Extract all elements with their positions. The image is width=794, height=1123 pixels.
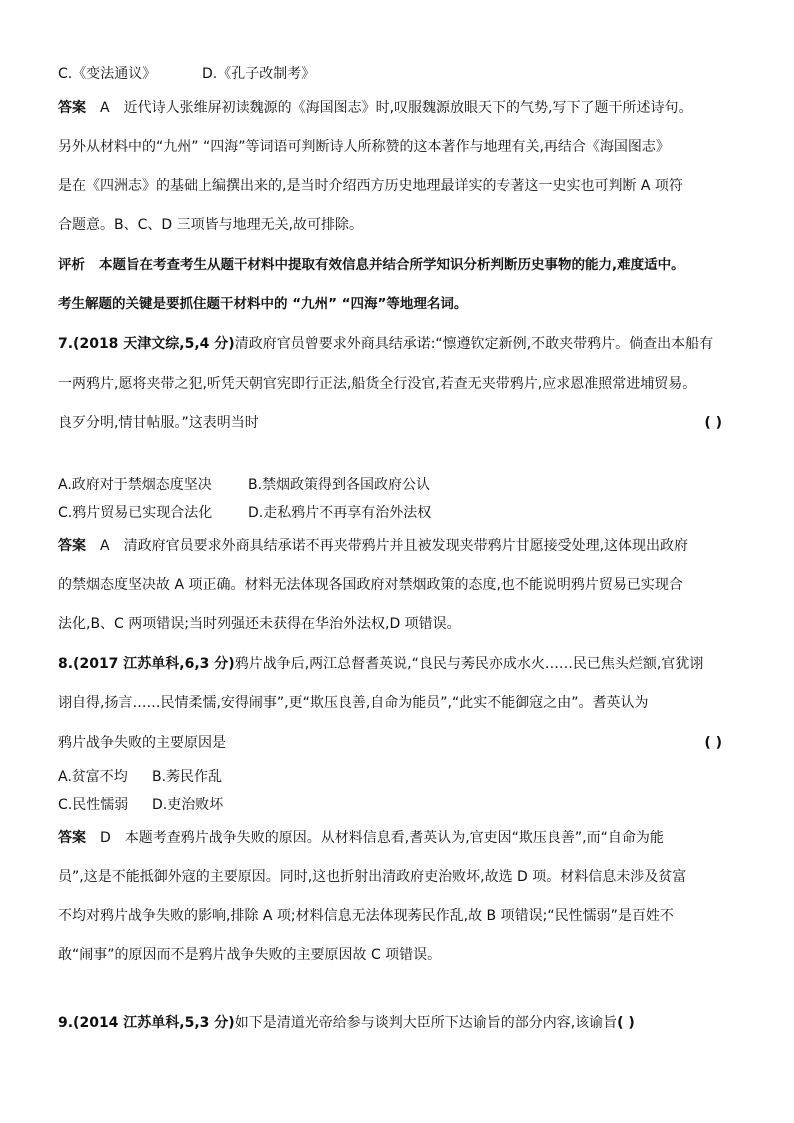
q7-option-d: D.走私鸦片不再享有治外法权	[248, 505, 432, 521]
answer-label: 答案	[58, 100, 86, 116]
q8-stem-line-3: 鸦片战争失败的主要原因是	[58, 735, 226, 751]
q7-answer-line-1	[58, 536, 688, 556]
q7-source: 7.(2018 天津文综,5,4 分)	[58, 336, 235, 352]
q8-answer-line-4: 敢“闹事”的原因而不是鸦片战争失败的主要原因故 C 项错误。	[58, 947, 442, 963]
q9-source: 9.(2014 江苏单科,5,3 分)	[58, 1015, 235, 1031]
q8-stem-line-1	[58, 654, 703, 674]
q9-answer-blank: ( )	[617, 1015, 635, 1031]
q7-stem-line-3: 良歹分明,情甘帖服。”这表明当时	[58, 415, 259, 431]
answer-letter: A	[100, 100, 110, 116]
q6-option-d: D.《孔子改制考》	[202, 66, 316, 82]
q7-option-c: C.鸦片贸易已实现合法化	[58, 505, 213, 521]
q8-option-c: C.民性懦弱	[58, 797, 129, 813]
q6-option-c: C.《变法通议》	[58, 66, 157, 82]
q7-answer-line-3: 法化,B、C 两项错误;当时列强还未获得在华治外法权,D 项错误。	[58, 616, 461, 632]
q8-stem-line-2: 诩自得,扬言……民情柔懦,安得闹事”,更“欺压良善,自命为能员”,“此实不能御寇之由”。耆英认为	[58, 695, 649, 711]
q8-answer-line-3: 不均对鸦片战争失败的影响,排除 A 项;材料信息无法体现莠民作乱,故 B 项错误;“民性懦弱”是百姓不	[58, 908, 674, 924]
q6-answer-line-1	[58, 98, 692, 118]
answer-label: 答案	[58, 830, 86, 846]
q8-answer-blank: ( )	[704, 735, 722, 751]
analysis-text: 本题旨在考查考生从题干材料中提取有效信息并结合所学知识分析判断历史事物的能力,难度适中。	[99, 257, 685, 273]
q8-answer-line-1	[58, 828, 664, 848]
q6-answer-line-2: 另外从材料中的“九州” “四海”等词语可判断诗人所称赞的这本著作与地理有关,再结合《海国图志》	[58, 139, 670, 155]
answer-text: 近代诗人张维屏初读魏源的《海国图志》时,叹服魏源放眼天下的气势,写下了题干所述诗句。	[123, 100, 693, 116]
q8-stem-text: 鸦片战争后,两江总督耆英说,“良民与莠民亦成水火……民已焦头烂额,官犹诩	[234, 656, 704, 672]
answer-label: 答案	[58, 538, 86, 554]
q9-stem-line-1	[58, 1013, 635, 1033]
answer-text: 本题考查鸦片战争失败的原因。从材料信息看,耆英认为,官吏因“欺压良善”,而“自命为能	[124, 830, 664, 846]
q6-answer-line-3: 是在《四洲志》的基础上编撰出来的,是当时介绍西方历史地理最详实的专著这一史实也可判断 A 项符	[58, 178, 683, 194]
q8-option-b: B.莠民作乱	[152, 769, 223, 785]
answer-letter: D	[100, 830, 111, 846]
answer-letter: A	[100, 538, 110, 554]
q6-analysis-line-2: 考生解题的关键是要抓住题干材料中的 “九州” “四海”等地理名词。	[58, 296, 468, 312]
q6-analysis-line-1	[58, 255, 685, 275]
q7-stem-line-1	[58, 334, 713, 354]
q8-source: 8.(2017 江苏单科,6,3 分)	[58, 656, 235, 672]
analysis-label: 评析	[58, 257, 85, 273]
q7-stem-text: 清政府官员曾要求外商具结承诺:“懔遵钦定新例,不敢夹带鸦片。倘查出本船有	[234, 336, 714, 352]
q7-option-a: A.政府对于禁烟态度坚决	[58, 477, 212, 493]
q7-stem-line-2: 一两鸦片,愿将夹带之犯,听凭天朝官宪即行正法,船货全行没官,若查无夹带鸦片,应求恩准照常进埔贸易。	[58, 376, 697, 392]
q7-answer-blank: ( )	[704, 415, 722, 431]
q7-option-b: B.禁烟政策得到各国政府公认	[248, 477, 431, 493]
q8-option-a: A.贫富不均	[58, 769, 128, 785]
q6-answer-line-4: 合题意。B、C、D 三项皆与地理无关,故可排除。	[58, 217, 364, 233]
answer-text: 清政府官员要求外商具结承诺不再夹带鸦片并且被发现夹带鸦片甘愿接受处理,这体现出政府	[123, 538, 689, 554]
q9-stem-text: 如下是清道光帝给参与谈判大臣所下达谕旨的部分内容,该谕旨	[234, 1015, 618, 1031]
q8-answer-line-2: 员”,这是不能抵御外寇的主要原因。同时,这也折射出清政府吏治败坏,故选 D 项。材料信息未涉及贫富	[58, 869, 687, 885]
q8-option-d: D.吏治败坏	[152, 797, 224, 813]
q7-answer-line-2: 的禁烟态度坚决故 A 项正确。材料无法体现各国政府对禁烟政策的态度,也不能说明鸦片贸易已实现合	[58, 577, 683, 593]
